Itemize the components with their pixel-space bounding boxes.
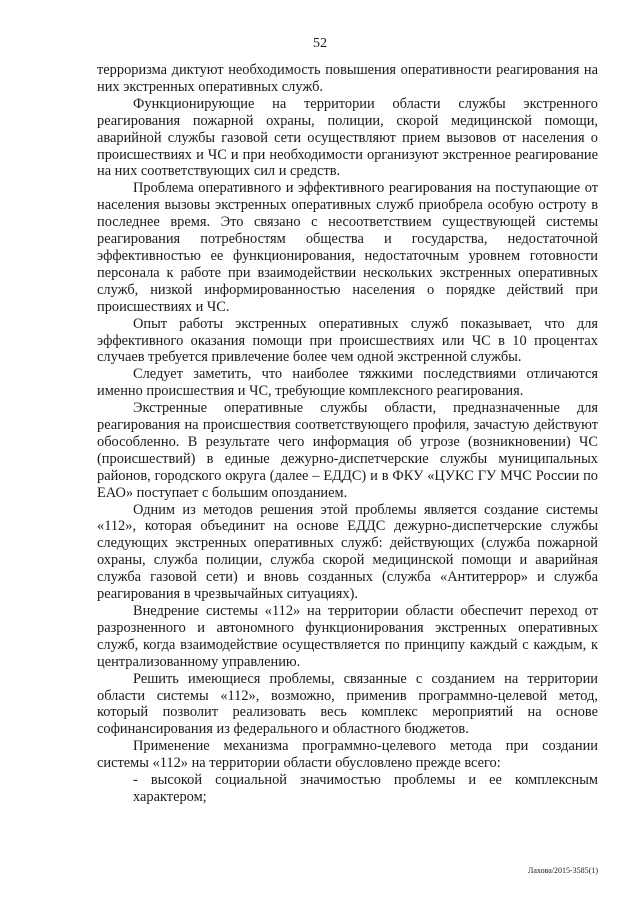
paragraph: терроризма диктуют необходимость повышения оперативности реагирования на них экстренных оперативных служб.	[97, 62, 598, 95]
paragraph: Одним из методов решения этой проблемы является создание системы «112», которая объединит на основе ЕДДС дежурно-диспетчерские службы следующих экстренных оперативных служб: действующих (служба пожарной охраны, служба полиции, служба скорой медицинской помощи и аварийная служба газовой сети) и вновь созданных (служба «Антитеррор» и служба реагирования в чрезвычайных ситуациях).	[97, 501, 598, 603]
paragraph: Внедрение системы «112» на территории области обеспечит переход от разрозненного и автономного функционирования экстренных оперативных служб, когда взаимодействие осуществляется по принципу каждый с каждым, к централизованному управлению.	[97, 603, 598, 670]
paragraph: Проблема оперативного и эффективного реагирования на поступающие от населения вызовы экстренных оперативных служб приобрела особую остроту в последнее время. Это связано с несоответствием существующей системы реагирования потребностям общества и государства, недостаточной эффективностью ее функционирования, недостаточным уровнем готовности персонала к работе при взаимодействии нескольких экстренных оперативных служб, низкой информированностью населения о порядке действий при происшествиях и ЧС.	[97, 180, 598, 315]
paragraph: Опыт работы экстренных оперативных служб показывает, что для эффективного оказания помощи при происшествиях или ЧС в 10 процентах случаев требуется привлечение более чем одной экстренной службы.	[97, 315, 598, 366]
paragraph: Решить имеющиеся проблемы, связанные с созданием на территории области системы «112», возможно, применив программно-целевой метод, который позволит реализовать весь комплекс мероприятий на основе софинансирования из федерального и областного бюджетов.	[97, 670, 598, 738]
paragraph: Функционирующие на территории области службы экстренного реагирования пожарной охраны, полиции, скорой медицинской помощи, аварийной службы газовой сети осуществляют прием вызовов от населения о происшествиях и ЧС и при необходимости организуют экстренное реагирование на них соответствующих сил и средств.	[97, 95, 598, 180]
document-footer-code: Лахова/2015-3585(1)	[527, 866, 598, 875]
document-body	[97, 62, 598, 806]
list-item: - высокой социальной значимостью проблемы и ее комплексным характером;	[133, 772, 598, 805]
page-number: 52	[313, 36, 327, 51]
paragraph: Следует заметить, что наиболее тяжкими последствиями отличаются именно происшествия и ЧС, требующие комплексного реагирования.	[97, 366, 598, 400]
paragraph: Применение механизма программно-целевого метода при создании системы «112» на территории области обусловлено прежде всего:	[97, 738, 598, 772]
paragraph: Экстренные оперативные службы области, предназначенные для реагирования на происшествия соответствующего профиля, зачастую действуют обособленно. В результате чего информация об угрозе (возникновении) ЧС (происшествий) в единые дежурно-диспетчерские службы муниципальных районов, городского округа (далее – ЕДДС) и в ФКУ «ЦУКС ГУ МЧС России по ЕАО» поступает с большим опозданием.	[97, 400, 598, 501]
